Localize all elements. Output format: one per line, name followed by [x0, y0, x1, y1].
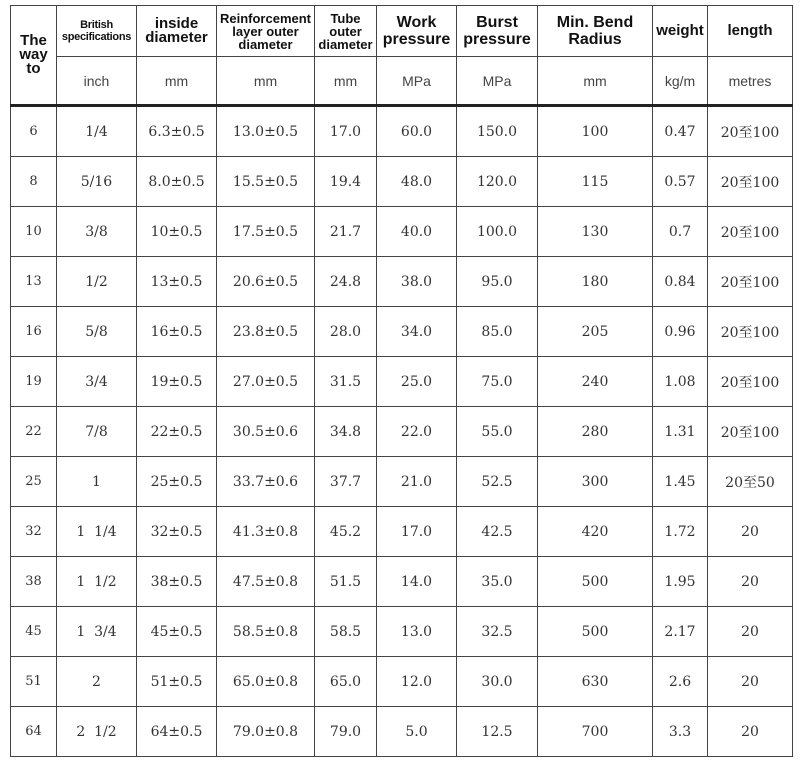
cell-inch: 7/8	[57, 407, 137, 457]
cell-length: 20至100	[708, 106, 793, 157]
cell-length: 20	[708, 507, 793, 557]
cell-bend-radius: 280	[538, 407, 653, 457]
cell-inch: 1	[57, 457, 137, 507]
cell-inside-diameter: 25±0.5	[137, 457, 217, 507]
cell-way: 51	[11, 657, 57, 707]
cell-weight: 0.47	[653, 106, 708, 157]
cell-inside-diameter: 22±0.5	[137, 407, 217, 457]
cell-burst-pressure: 85.0	[457, 307, 538, 357]
header-bend-radius: Min. Bend Radius	[538, 6, 653, 57]
unit-bend: mm	[538, 57, 653, 106]
cell-bend-radius: 300	[538, 457, 653, 507]
cell-inch: 5/8	[57, 307, 137, 357]
cell-tube-outer: 28.0	[315, 307, 377, 357]
cell-reinforcement: 17.5±0.5	[217, 207, 315, 257]
cell-bend-radius: 115	[538, 157, 653, 207]
cell-work-pressure: 14.0	[377, 557, 457, 607]
cell-inch: 1 1/4	[57, 507, 137, 557]
cell-inside-diameter: 19±0.5	[137, 357, 217, 407]
cell-work-pressure: 38.0	[377, 257, 457, 307]
cell-way: 64	[11, 707, 57, 757]
cell-work-pressure: 48.0	[377, 157, 457, 207]
cell-length: 20至100	[708, 407, 793, 457]
cell-work-pressure: 21.0	[377, 457, 457, 507]
cell-way: 8	[11, 157, 57, 207]
cell-weight: 2.17	[653, 607, 708, 657]
cell-burst-pressure: 32.5	[457, 607, 538, 657]
header-british: British specifications	[57, 6, 137, 57]
header-weight: weight	[653, 6, 708, 57]
cell-bend-radius: 130	[538, 207, 653, 257]
cell-length: 20	[708, 607, 793, 657]
cell-work-pressure: 13.0	[377, 607, 457, 657]
unit-tube: mm	[315, 57, 377, 106]
cell-burst-pressure: 75.0	[457, 357, 538, 407]
spec-table-container	[10, 5, 792, 769]
cell-weight: 3.3	[653, 707, 708, 757]
cell-bend-radius: 500	[538, 557, 653, 607]
cell-work-pressure: 17.0	[377, 507, 457, 557]
cell-inch: 3/8	[57, 207, 137, 257]
unit-weight: kg/m	[653, 57, 708, 106]
cell-inside-diameter: 38±0.5	[137, 557, 217, 607]
cell-weight: 0.57	[653, 157, 708, 207]
cell-length: 20	[708, 557, 793, 607]
cell-inside-diameter: 32±0.5	[137, 507, 217, 557]
table-row	[11, 707, 793, 757]
cell-length: 20	[708, 657, 793, 707]
cell-tube-outer: 17.0	[315, 106, 377, 157]
cell-way: 13	[11, 257, 57, 307]
cell-inch: 1/2	[57, 257, 137, 307]
cell-work-pressure: 5.0	[377, 707, 457, 757]
cell-work-pressure: 25.0	[377, 357, 457, 407]
cell-reinforcement: 47.5±0.8	[217, 557, 315, 607]
unit-work: MPa	[377, 57, 457, 106]
cell-way: 45	[11, 607, 57, 657]
cell-reinforcement: 15.5±0.5	[217, 157, 315, 207]
cell-work-pressure: 40.0	[377, 207, 457, 257]
cell-weight: 0.84	[653, 257, 708, 307]
cell-bend-radius: 500	[538, 607, 653, 657]
header-way: The way to	[11, 6, 57, 106]
cell-tube-outer: 58.5	[315, 607, 377, 657]
cell-inch: 3/4	[57, 357, 137, 407]
cell-length: 20至100	[708, 157, 793, 207]
cell-way: 16	[11, 307, 57, 357]
cell-weight: 0.96	[653, 307, 708, 357]
cell-bend-radius: 205	[538, 307, 653, 357]
header-inside-diameter: inside diameter	[137, 6, 217, 57]
cell-burst-pressure: 95.0	[457, 257, 538, 307]
cell-work-pressure: 22.0	[377, 407, 457, 457]
header-row	[11, 6, 793, 57]
hose-spec-table	[10, 5, 793, 757]
cell-burst-pressure: 30.0	[457, 657, 538, 707]
cell-work-pressure: 34.0	[377, 307, 457, 357]
cell-burst-pressure: 35.0	[457, 557, 538, 607]
cell-inside-diameter: 45±0.5	[137, 607, 217, 657]
cell-burst-pressure: 42.5	[457, 507, 538, 557]
cell-way: 25	[11, 457, 57, 507]
cell-way: 38	[11, 557, 57, 607]
cell-inside-diameter: 6.3±0.5	[137, 106, 217, 157]
cell-weight: 2.6	[653, 657, 708, 707]
cell-reinforcement: 13.0±0.5	[217, 106, 315, 157]
header-work-pressure: Work pressure	[377, 6, 457, 57]
cell-bend-radius: 420	[538, 507, 653, 557]
table-row	[11, 207, 793, 257]
cell-way: 22	[11, 407, 57, 457]
table-row	[11, 557, 793, 607]
cell-burst-pressure: 12.5	[457, 707, 538, 757]
header-length: length	[708, 6, 793, 57]
cell-weight: 1.95	[653, 557, 708, 607]
cell-bend-radius: 700	[538, 707, 653, 757]
cell-inch: 1 3/4	[57, 607, 137, 657]
cell-tube-outer: 31.5	[315, 357, 377, 407]
table-body	[11, 106, 793, 757]
cell-bend-radius: 630	[538, 657, 653, 707]
table-row	[11, 457, 793, 507]
cell-way: 32	[11, 507, 57, 557]
cell-length: 20至100	[708, 207, 793, 257]
table-row	[11, 257, 793, 307]
units-row	[11, 57, 793, 106]
cell-tube-outer: 21.7	[315, 207, 377, 257]
cell-weight: 1.31	[653, 407, 708, 457]
cell-tube-outer: 37.7	[315, 457, 377, 507]
cell-length: 20至100	[708, 357, 793, 407]
cell-length: 20至50	[708, 457, 793, 507]
cell-inch: 1/4	[57, 106, 137, 157]
cell-length: 20至100	[708, 307, 793, 357]
cell-reinforcement: 27.0±0.5	[217, 357, 315, 407]
cell-burst-pressure: 52.5	[457, 457, 538, 507]
cell-weight: 0.7	[653, 207, 708, 257]
unit-reinforcement: mm	[217, 57, 315, 106]
cell-length: 20至100	[708, 257, 793, 307]
cell-tube-outer: 34.8	[315, 407, 377, 457]
unit-length: metres	[708, 57, 793, 106]
cell-inch: 1 1/2	[57, 557, 137, 607]
cell-inch: 5/16	[57, 157, 137, 207]
cell-tube-outer: 24.8	[315, 257, 377, 307]
table-row	[11, 407, 793, 457]
table-row	[11, 657, 793, 707]
table-row	[11, 106, 793, 157]
header-reinforcement: Reinforcement layer outer diameter	[217, 6, 315, 57]
cell-inch: 2	[57, 657, 137, 707]
cell-reinforcement: 41.3±0.8	[217, 507, 315, 557]
cell-bend-radius: 100	[538, 106, 653, 157]
cell-way: 10	[11, 207, 57, 257]
cell-reinforcement: 33.7±0.6	[217, 457, 315, 507]
cell-reinforcement: 65.0±0.8	[217, 657, 315, 707]
cell-reinforcement: 58.5±0.8	[217, 607, 315, 657]
cell-burst-pressure: 55.0	[457, 407, 538, 457]
cell-inside-diameter: 10±0.5	[137, 207, 217, 257]
header-tube-outer: Tube outer diameter	[315, 6, 377, 57]
cell-bend-radius: 240	[538, 357, 653, 407]
cell-tube-outer: 19.4	[315, 157, 377, 207]
cell-inside-diameter: 13±0.5	[137, 257, 217, 307]
cell-work-pressure: 60.0	[377, 106, 457, 157]
header-burst-pressure: Burst pressure	[457, 6, 538, 57]
unit-british: inch	[57, 57, 137, 106]
cell-way: 19	[11, 357, 57, 407]
cell-inside-diameter: 51±0.5	[137, 657, 217, 707]
cell-burst-pressure: 150.0	[457, 106, 538, 157]
cell-tube-outer: 79.0	[315, 707, 377, 757]
cell-work-pressure: 12.0	[377, 657, 457, 707]
cell-inside-diameter: 8.0±0.5	[137, 157, 217, 207]
table-row	[11, 307, 793, 357]
unit-inside: mm	[137, 57, 217, 106]
cell-burst-pressure: 120.0	[457, 157, 538, 207]
cell-inch: 2 1/2	[57, 707, 137, 757]
cell-tube-outer: 65.0	[315, 657, 377, 707]
cell-inside-diameter: 16±0.5	[137, 307, 217, 357]
unit-burst: MPa	[457, 57, 538, 106]
cell-reinforcement: 79.0±0.8	[217, 707, 315, 757]
cell-way: 6	[11, 106, 57, 157]
table-row	[11, 507, 793, 557]
cell-weight: 1.08	[653, 357, 708, 407]
cell-weight: 1.45	[653, 457, 708, 507]
cell-tube-outer: 45.2	[315, 507, 377, 557]
cell-weight: 1.72	[653, 507, 708, 557]
table-row	[11, 157, 793, 207]
cell-reinforcement: 30.5±0.6	[217, 407, 315, 457]
cell-burst-pressure: 100.0	[457, 207, 538, 257]
cell-tube-outer: 51.5	[315, 557, 377, 607]
cell-length: 20	[708, 707, 793, 757]
cell-inside-diameter: 64±0.5	[137, 707, 217, 757]
cell-reinforcement: 23.8±0.5	[217, 307, 315, 357]
cell-bend-radius: 180	[538, 257, 653, 307]
table-row	[11, 357, 793, 407]
cell-reinforcement: 20.6±0.5	[217, 257, 315, 307]
table-row	[11, 607, 793, 657]
